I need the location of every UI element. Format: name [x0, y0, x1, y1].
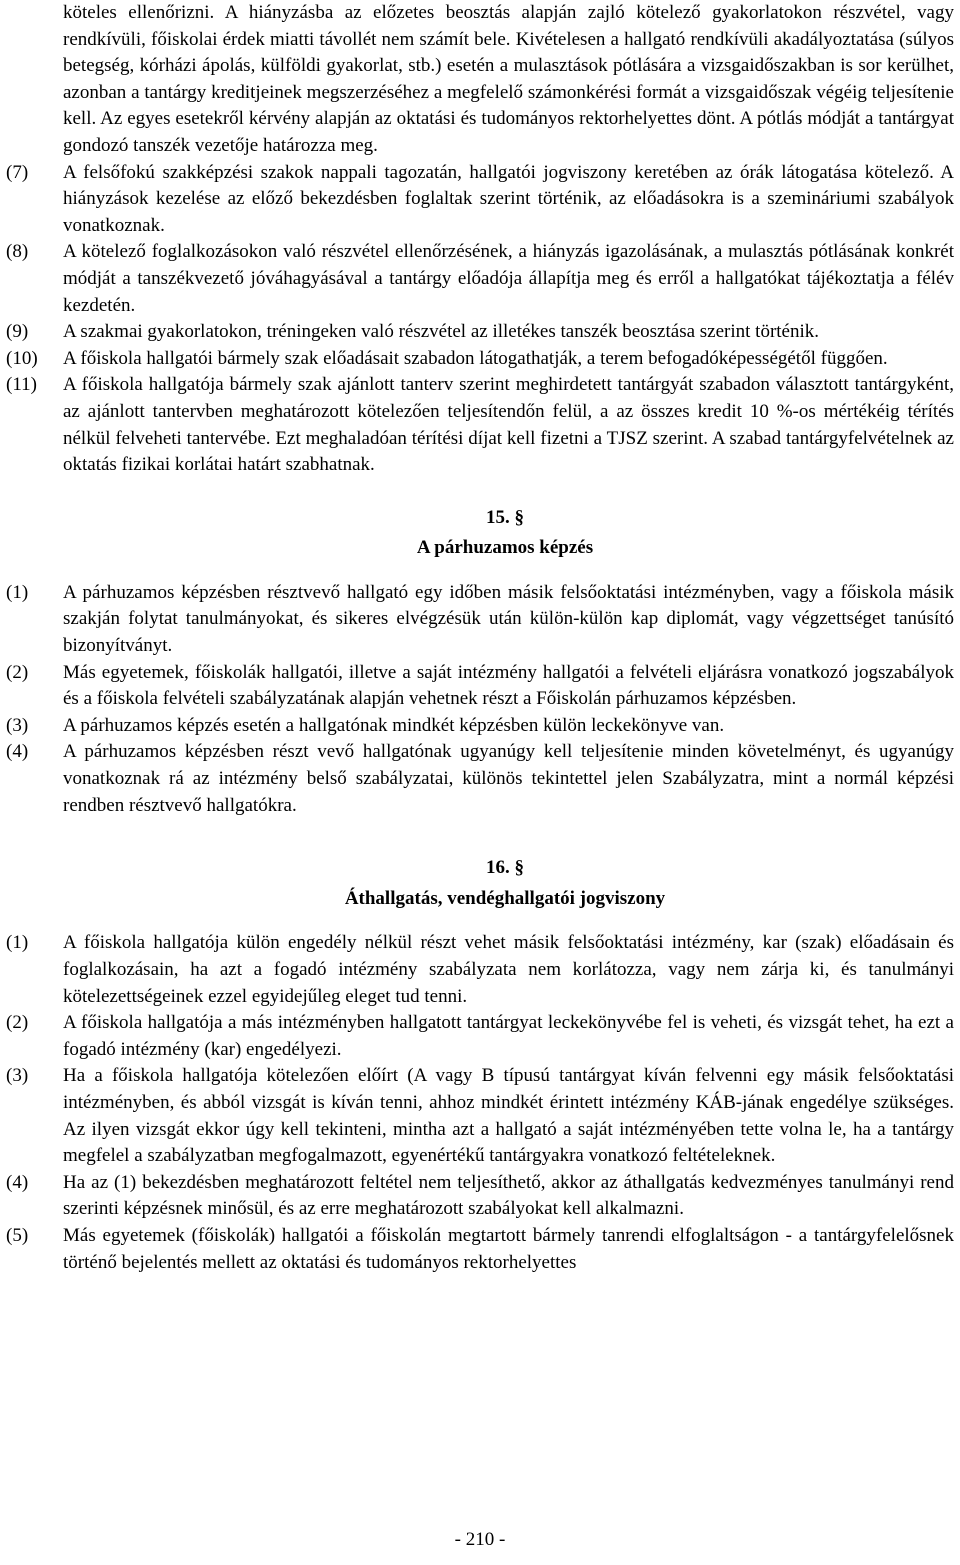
paragraph-number: (10)	[6, 347, 38, 369]
section-symbol: §	[514, 506, 524, 528]
paragraph-text: Más egyetemek, főiskolák hallgatói, illetve a saját intézmény hallgatói a felvételi eljárásra vonatkozó jogszabályok és a főiskola felvételi szabályzatának alapján vehetnek részt a Főiskolán párhuzamos képzésben.	[63, 661, 954, 710]
paragraph-10	[6, 346, 954, 373]
paragraph-text: A kötelező foglalkozásokon való részvétel ellenőrzésének, a hiányzás igazolásának, a mulasztás pótlásának konkrét módját a tanszékvezető jóváhagyásával a tantárgy előadója állapítja meg és erről a hallgatókat tájékoztatja a félév kezdetén.	[63, 241, 954, 316]
paragraph-4	[6, 739, 954, 819]
paragraph-number: (2)	[6, 1012, 29, 1034]
paragraph-number: (4)	[6, 741, 29, 763]
paragraph-text: A párhuzamos képzésben résztvevő hallgató egy időben másik felsőoktatási intézményben, vagy a főiskola másik szakján folytat tanulmányokat, és sikeres elvégzésük után külön-külön kap diplomát, vagy végzettséget tanúsító bizonyítványt.	[63, 581, 954, 657]
paragraph-1	[6, 930, 954, 1010]
paragraph-text: A felsőfokú szakképzési szakok nappali tagozatán, hallgatói jogviszony keretében az órák látogatása kötelező. A hiányzások kezelése az előző bekezdésben foglaltak szerint történik, az előadásokra is a szemináriumi szabályok vonatkoznak.	[63, 161, 954, 236]
paragraph-2	[6, 1010, 954, 1063]
section-number-text: 16.	[486, 857, 510, 879]
paragraph-number: (8)	[6, 241, 29, 263]
document-page	[6, 0, 954, 1276]
paragraph-9	[6, 319, 954, 346]
paragraph-7	[6, 160, 954, 240]
paragraph-text: A főiskola hallgatója külön engedély nélkül részt vehet másik felsőoktatási intézmény, kar (szak) előadásain és foglalkozásain, ha azt a fogadó intézmény szabályzata nem korlátozza, vagy nem zárja ki, és tanulmányi kötelezettségeinek ezzel egyidejűleg eleget tud tenni.	[63, 932, 954, 1007]
section-number	[6, 505, 954, 532]
paragraph-number: (11)	[6, 374, 37, 396]
paragraph-text: A párhuzamos képzés esetén a hallgatónak mindkét képzésben külön leckekönyve van.	[63, 714, 725, 736]
paragraph-11	[6, 372, 954, 478]
paragraph-text: Más egyetemek (főiskolák) hallgatói a főiskolán megtartott bármely tanrendi elfoglaltságon - a tantárgyfelelősnek történő bejelentés mellett az oktatási és tudományos rektorhelyettes	[63, 1224, 954, 1273]
paragraph-text: Ha a főiskola hallgatója kötelezően előírt (A vagy B típusú tantárgyat kíván felvenni egy másik felsőoktatási intézményben, és abból vizsgát is kíván tenni, ahhoz mindkét érintett intézmény KÁB-jának engedélye szükséges. Az ilyen vizsgát ekkor úgy kell tekinteni, mintha azt a hallgató a saját intézményében tette volna le, ha a tantárgy megfelel a szabályzatban megfogalmazott, egyenértékű tantárgyakra vonatkozó feltételeknek.	[63, 1065, 954, 1167]
page-number: - 210 -	[454, 1529, 506, 1550]
continued-paragraph: köteles ellenőrizni. A hiányzásba az előzetes beosztás alapján zajló kötelező gyakorlatokon részvétel, vagy rendkívüli, főiskolai érdek miatti távollét nem számít bele. Kivételesen a hallgató rendkívüli akadályoztatása (súlyos betegség, kórházi ápolás, külföldi gyakorlat, stb.) esetén a mulasztások pótlására a vizsgaidőszakban is sor kerülhet, azonban a tantárgy kreditjeinek megszerzéséhez a megfelelő számonkérési formát a vizsgaidőszak végéig teljesítenie kell. Az egyes esetekről kérvény alapján az oktatási és tudományos rektorhelyettes dönt. A pótlás módját a tantárgyat gondozó tanszék vezetője határozza meg.	[63, 2, 954, 156]
section-title: Áthallgatás, vendéghallgatói jogviszony	[344, 887, 666, 909]
paragraph-8	[6, 239, 954, 319]
section-symbol: §	[514, 857, 524, 879]
paragraph-number: (3)	[6, 1065, 29, 1087]
section-number	[6, 855, 954, 882]
paragraph-2	[6, 660, 954, 713]
paragraph-number: (1)	[6, 581, 29, 603]
section-14-paragraphs	[6, 160, 954, 479]
paragraph-3	[6, 713, 954, 740]
paragraph-text: A párhuzamos képzésben részt vevő hallgatónak ugyanúgy kell teljesítenie minden követelményt, és ugyanúgy vonatkoznak rá az intézmény belső szabályzatai, különös tekintettel jelen Szabályzatra, mint a normál képzési rendben résztvevő hallgatókra.	[63, 741, 954, 816]
paragraph-text: A főiskola hallgatója a más intézményben hallgatott tantárgyat leckekönyvébe fel is veheti, és vizsgát tehet, ha ezt a fogadó intézmény (kar) engedélyezi.	[63, 1012, 954, 1060]
paragraph-text: A szakmai gyakorlatokon, tréningeken való részvétel az illetékes tanszék beosztása szerint történik.	[63, 321, 820, 343]
section-16	[6, 855, 954, 1276]
paragraph-1	[6, 580, 954, 660]
paragraph-text: A főiskola hallgatója bármely szak ajánlott tanterv szerint meghirdetett tantárgyát szabadon választott tantárgyként, az ajánlott tantervben meghatározott kötelezően teljesítendőn felül, a az összes kredit 10 %-os mértékéig térítés nélkül felveheti tantervébe. Ezt meghaladóan térítési díjat kell fizetni a TJSZ szerint. A szabad tantárgyfelvételnek az oktatás fizikai korlátai határt szabhatnak.	[63, 374, 954, 476]
paragraph-4	[6, 1170, 954, 1223]
paragraph-5	[6, 1223, 954, 1276]
paragraph-number: (2)	[6, 661, 29, 683]
paragraph-number: (9)	[6, 321, 29, 343]
paragraph-number: (1)	[6, 932, 29, 954]
paragraph-text: Ha az (1) bekezdésben meghatározott feltétel nem teljesíthető, akkor az áthallgatás kedvezményes tanulmányi rend szerinti képzésnek minősül, és az erre meghatározott szabályokat kell alkalmazni.	[63, 1171, 954, 1220]
section-title: A párhuzamos képzés	[416, 537, 594, 559]
section-number-text: 15.	[486, 506, 510, 528]
paragraph-number: (3)	[6, 714, 29, 736]
paragraph-text: A főiskola hallgatói bármely szak előadásait szabadon látogathatják, a terem befogadóképességétől függően.	[63, 347, 888, 369]
section-15	[6, 505, 954, 820]
paragraph-3	[6, 1063, 954, 1169]
paragraph-number: (4)	[6, 1171, 29, 1193]
paragraph-number: (7)	[6, 161, 29, 183]
paragraph-number: (5)	[6, 1224, 29, 1246]
